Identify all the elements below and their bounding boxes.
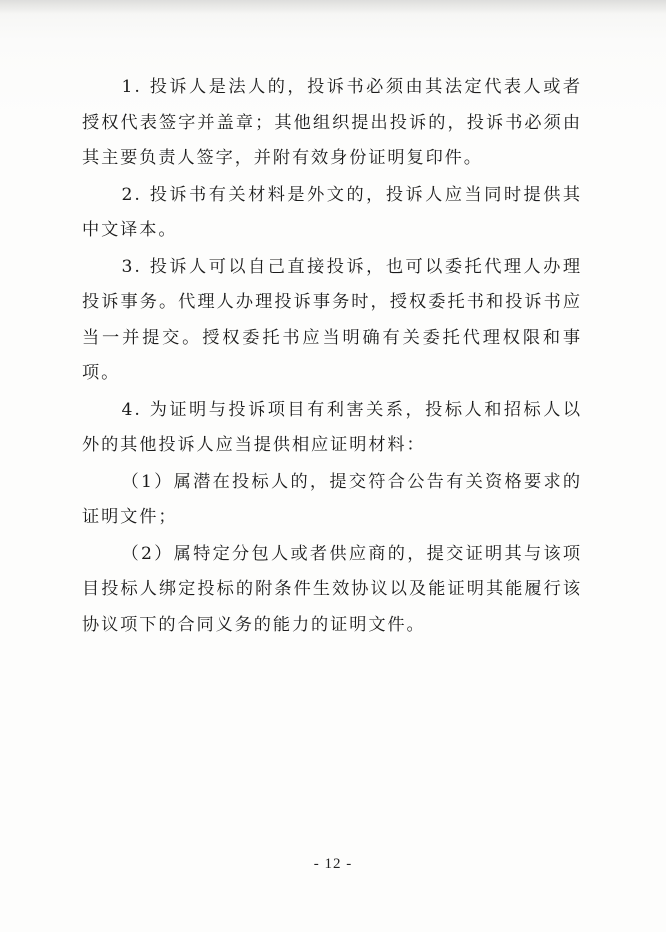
- paragraph-1: 1. 投诉人是法人的，投诉书必须由其法定代表人或者授权代表签字并盖章；其他组织提出投诉的，投诉书必须由其主要负责人签字，并附有效身份证明复印件。: [82, 77, 582, 168]
- paragraph-4-2: （2）属特定分包人或者供应商的，提交证明其与该项目投标人绑定投标的附条件生效协议以及能证明其能履行该协议项下的合同义务的能力的证明文件。: [82, 543, 582, 635]
- paragraph-3: 3. 投诉人可以自己直接投诉，也可以委托代理人办理投诉事务。代理人办理投诉事务时，授权委托书和投诉书应当一并提交。授权委托书应当明确有关委托代理权限和事项。: [82, 256, 582, 383]
- page-number: - 12 -: [313, 856, 353, 872]
- paragraph-4-1: （1）属潜在投标人的，提交符合公告有关资格要求的证明文件；: [82, 471, 582, 527]
- paragraph-4: 4. 为证明与投诉项目有利害关系，投标人和招标人以外的其他投诉人应当提供相应证明材料：: [82, 399, 582, 455]
- document-body: [82, 70, 582, 643]
- paragraph-2: 2. 投诉书有关材料是外文的，投诉人应当同时提供其中文译本。: [82, 184, 582, 240]
- scan-edge-shadow: [0, 0, 666, 14]
